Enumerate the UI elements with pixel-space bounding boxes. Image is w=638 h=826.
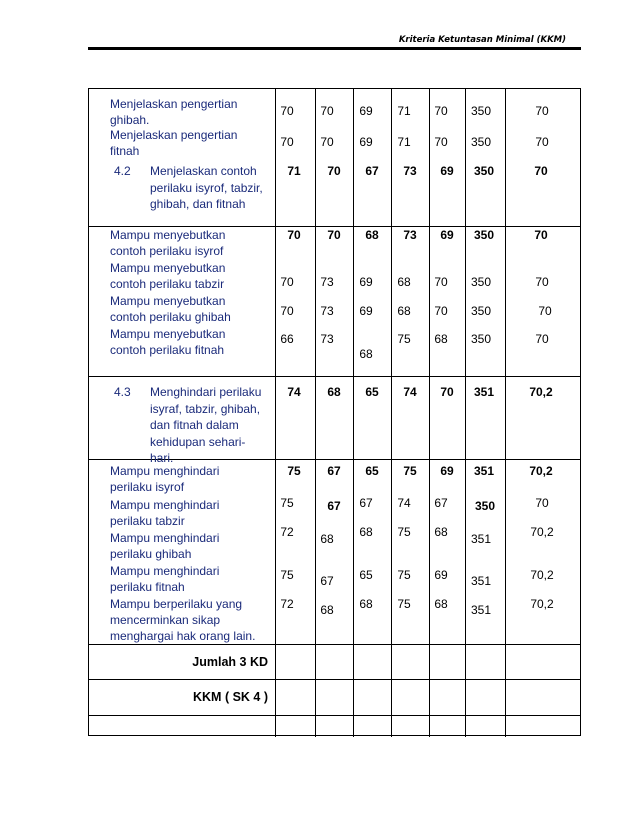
score-cell: 350 [474,499,496,513]
score-cell: 68 [320,603,334,617]
score-cell: 350 [470,304,492,318]
score-cell: 74 [397,496,411,510]
score-cell: 350 [470,332,492,346]
score-cell: 70 [327,228,341,242]
score-cell: 70 [434,104,448,118]
score-cell: 68 [365,228,379,242]
score-cell: 70 [280,104,294,118]
kd-description: Menjelaskan contoh perilaku isyrof, tabzir, ghibah, dan fitnah [150,164,263,211]
score-cell: 68 [434,332,448,346]
score-cell: 351 [470,574,492,588]
row-label: perilaku ghibah [110,547,192,561]
score-cell: 74 [403,385,417,399]
score-cell: 68 [434,525,448,539]
score-cell: 67 [434,496,448,510]
score-cell: 70 [535,135,549,149]
score-cell: 70 [327,164,341,178]
score-cell: 75 [397,332,411,346]
score-cell: 70 [538,304,552,318]
score-cell: 66 [280,332,294,346]
score-cell: 72 [280,525,294,539]
score-cell: 70 [440,385,454,399]
score-cell: 69 [359,304,373,318]
row-label: Mampu menghindari [110,498,220,512]
score-cell: 74 [287,385,301,399]
score-cell: 70,2 [529,464,553,478]
score-cell: 67 [320,574,334,588]
row-label: Mampu berperilaku yang [110,597,243,611]
score-cell: 70 [535,496,549,510]
score-cell: 70 [535,275,549,289]
score-cell: 68 [397,275,411,289]
col-divider [465,89,466,737]
score-cell: 350 [470,275,492,289]
header-title: Kriteria Ketuntasan Minimal (KKM) [398,35,566,45]
score-cell: 70,2 [530,568,554,582]
score-cell: 68 [359,347,373,361]
score-cell: 71 [397,135,411,149]
score-cell: 70 [534,228,548,242]
row-label: fitnah [110,144,140,158]
col-divider [315,89,316,737]
score-cell: 70 [280,135,294,149]
score-cell: 70 [434,135,448,149]
row-label: contoh perilaku ghibah [110,310,231,324]
score-cell: 68 [359,597,373,611]
score-cell: 70 [434,275,448,289]
row-label: Mampu menghindari [110,564,220,578]
score-cell: 67 [365,164,379,178]
score-cell: 67 [359,496,373,510]
score-cell: 70 [535,332,549,346]
score-cell: 69 [359,275,373,289]
score-cell: 67 [327,499,341,513]
score-cell: 70 [287,228,301,242]
score-cell: 350 [473,164,495,178]
score-cell: 73 [320,275,334,289]
score-cell: 75 [397,568,411,582]
row-label: contoh perilaku tabzir [110,277,225,291]
score-cell: 65 [365,464,379,478]
row-label: menghargai hak orang lain. [110,629,256,643]
row-divider [89,644,580,645]
row-label: Mampu menyebutkan [110,228,226,242]
row-divider [89,715,580,716]
header-rule [88,47,581,50]
row-label: mencerminkan sikap [110,613,221,627]
row-label: perilaku isyrof [110,480,185,494]
score-cell: 68 [359,525,373,539]
score-cell: 68 [434,597,448,611]
score-cell: 70,2 [530,597,554,611]
score-cell: 70 [320,135,334,149]
row-label: Mampu menyebutkan [110,294,226,308]
score-cell: 75 [403,464,417,478]
score-cell: 75 [280,496,294,510]
score-cell: 69 [440,164,454,178]
score-cell: 70 [535,104,549,118]
row-label: contoh perilaku fitnah [110,343,225,357]
score-cell: 351 [470,603,492,617]
score-cell: 75 [397,525,411,539]
col-divider [429,89,430,737]
score-cell: 71 [287,164,301,178]
score-cell: 73 [403,228,417,242]
score-cell: 351 [470,532,492,546]
row-label: perilaku tabzir [110,514,185,528]
score-cell: 70,2 [530,525,554,539]
kd-number: 4.3 [114,385,131,399]
score-cell: 69 [440,464,454,478]
jumlah-label: Jumlah 3 KD [192,655,268,669]
row-divider [89,679,580,680]
score-cell: 70 [434,304,448,318]
score-cell: 350 [473,228,495,242]
score-cell: 69 [359,135,373,149]
col-divider [391,89,392,737]
score-cell: 69 [434,568,448,582]
score-cell: 350 [470,104,492,118]
row-label: Mampu menghindari [110,531,220,545]
score-cell: 75 [280,568,294,582]
score-cell: 350 [470,135,492,149]
score-cell: 351 [473,385,495,399]
score-cell: 351 [473,464,495,478]
row-label: perilaku fitnah [110,580,185,594]
score-cell: 75 [397,597,411,611]
score-cell: 75 [287,464,301,478]
col-divider [275,89,276,737]
kd-description: Menghindari perilaku isyraf, tabzir, ghibah, dan fitnah dalam kehidupan sehari-hari. [150,385,262,465]
score-cell: 68 [397,304,411,318]
row-label: contoh perilaku isyrof [110,244,224,258]
score-cell: 70,2 [529,385,553,399]
score-cell: 65 [359,568,373,582]
col-divider [353,89,354,737]
score-cell: 73 [403,164,417,178]
row-label: Menjelaskan pengertian [110,128,238,142]
score-cell: 73 [320,304,334,318]
row-label: Mampu menghindari [110,464,220,478]
score-cell: 70 [534,164,548,178]
score-cell: 67 [327,464,341,478]
kd-number: 4.2 [114,164,131,178]
col-divider [505,89,506,737]
score-cell: 70 [280,275,294,289]
row-divider [89,376,580,377]
score-cell: 70 [280,304,294,318]
score-cell: 73 [320,332,334,346]
row-label: Mampu menyebutkan [110,261,226,275]
kkm-label: KKM ( SK 4 ) [193,690,268,704]
score-cell: 71 [397,104,411,118]
row-label: Mampu menyebutkan [110,327,226,341]
score-cell: 69 [440,228,454,242]
score-cell: 68 [320,532,334,546]
row-label: Menjelaskan pengertian [110,97,238,111]
score-cell: 65 [365,385,379,399]
row-label: ghibah. [110,113,150,127]
score-cell: 70 [320,104,334,118]
score-cell: 68 [327,385,341,399]
score-cell: 72 [280,597,294,611]
score-cell: 69 [359,104,373,118]
